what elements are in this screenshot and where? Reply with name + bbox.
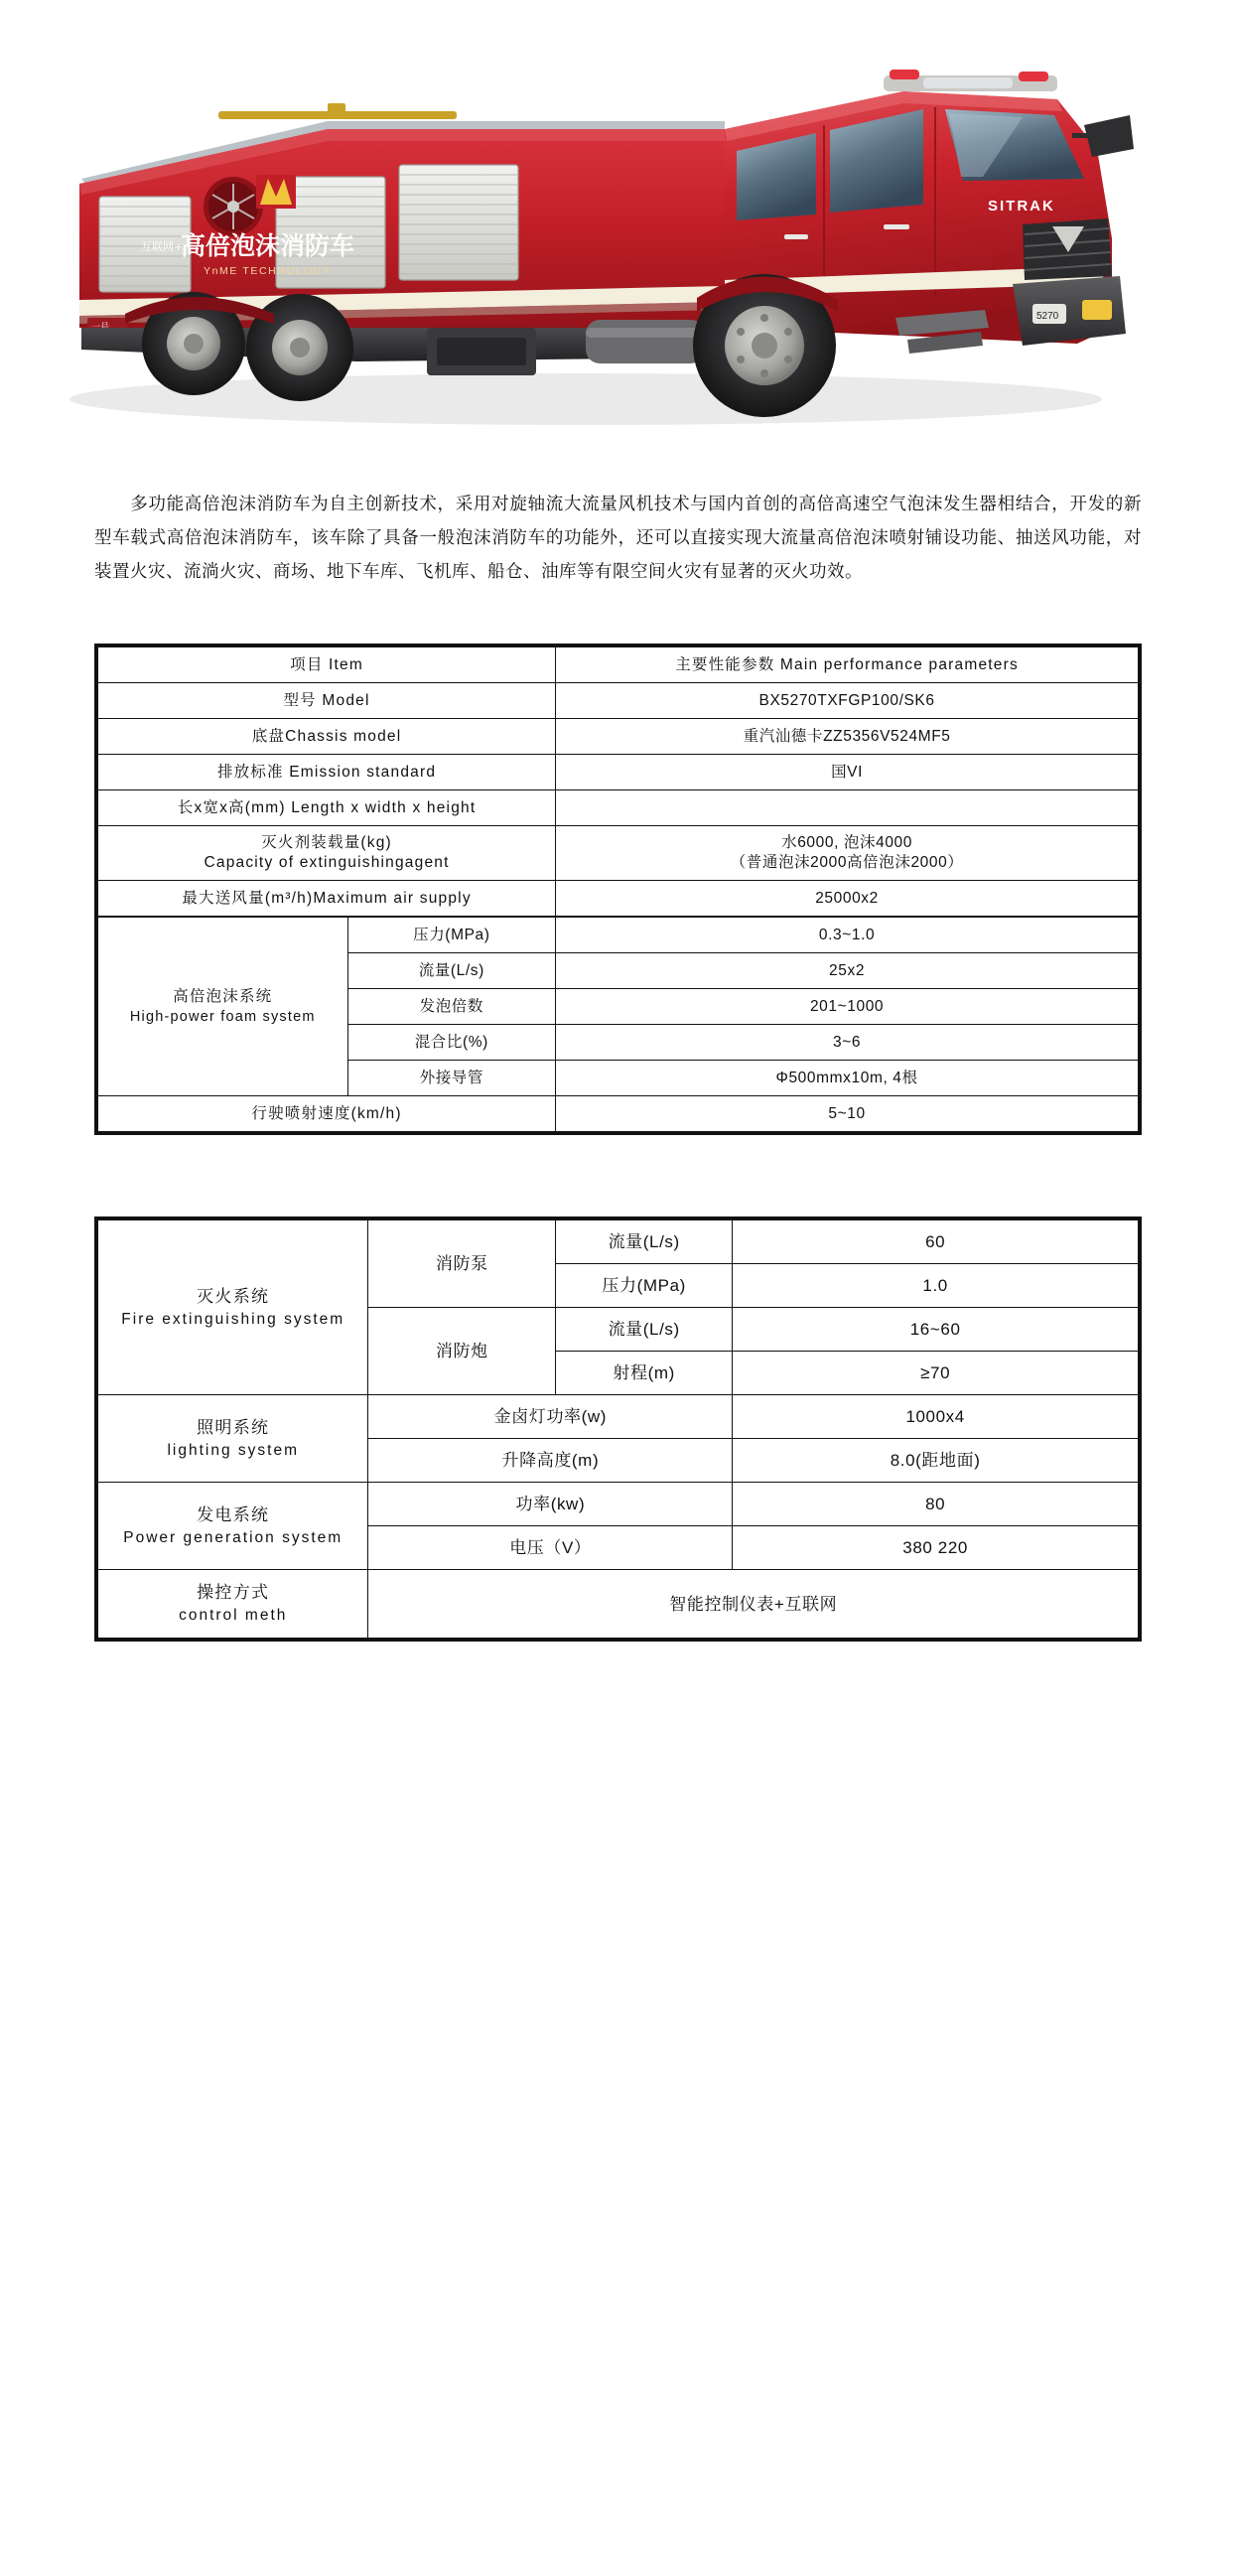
foam-system-label-en: High-power foam system [129,1008,316,1025]
lighting-label-en: lighting system [167,1441,299,1459]
foam-row-value-flow: 25x2 [556,953,1139,989]
table-row [98,1096,1139,1132]
power-output-value: 80 [733,1483,1139,1526]
lighting-power-value: 1000x4 [733,1395,1139,1439]
svg-text:5270: 5270 [1036,311,1059,322]
table-row [98,881,1139,917]
foam-row-value-duct: Φ500mmx10m, 4根 [556,1061,1139,1096]
table-row [98,755,1139,790]
row-label-model: 型号 Model [98,683,556,719]
svg-text:高倍泡沫消防车: 高倍泡沫消防车 [181,231,355,260]
foam-row-value-pressure: 0.3~1.0 [556,918,1139,953]
foam-system-group-label [98,918,348,1096]
group-label-power-generation [98,1483,368,1570]
agent-capacity-value-1: 水6000, 泡沫4000 [781,834,912,851]
pump-flow-value: 60 [733,1220,1139,1264]
table-row-header [98,647,1139,683]
control-label-cn: 操控方式 [197,1583,270,1602]
subgroup-label-fire-pump: 消防泵 [368,1220,556,1308]
table-row [98,790,1139,826]
foam-row-value-mix-ratio: 3~6 [556,1025,1139,1061]
table-row [98,826,1139,881]
lighting-height-name: 升降高度(m) [368,1439,733,1483]
monitor-range-value: ≥70 [733,1352,1139,1395]
row-label-dimensions: 长x宽x高(mm) Length x width x height [98,790,556,826]
svg-text:YnME TECHNOLOGY: YnME TECHNOLOGY [204,265,332,277]
power-voltage-name: 电压（V） [368,1526,733,1570]
lighting-label-cn: 照明系统 [197,1417,270,1437]
row-label-chassis: 底盘Chassis model [98,719,556,755]
foam-row-name-mix-ratio: 混合比(%) [347,1025,556,1061]
row-label-air-supply: 最大送风量(m³/h)Maximum air supply [98,881,556,917]
product-description [94,487,1142,588]
fire-truck-illustration [30,30,1201,437]
table-row [98,1220,1139,1264]
agent-capacity-label-en: Capacity of extinguishingagent [204,854,450,871]
table-separator [0,1135,1236,1161]
systems-table [94,1216,1142,1642]
power-label-cn: 发电系统 [197,1504,270,1524]
row-value-agent-capacity [556,826,1139,881]
cab-brand-text: SITRAK [988,198,1055,215]
control-method-value: 智能控制仪表+互联网 [368,1570,1139,1639]
group-label-control-method [98,1570,368,1639]
row-label-agent-capacity [98,826,556,881]
group-label-lighting [98,1395,368,1483]
table-row [98,683,1139,719]
subgroup-label-fire-monitor: 消防炮 [368,1308,556,1395]
group-label-fire-extinguishing [98,1220,368,1395]
table-row [98,719,1139,755]
row-label-spray-speed: 行驶喷射速度(km/h) [98,1096,556,1132]
hero-image [0,0,1236,457]
control-label-en: control meth [179,1607,288,1624]
pump-pressure-value: 1.0 [733,1264,1139,1308]
foam-row-name-expansion: 发泡倍数 [347,989,556,1025]
fire-system-label-cn: 灭火系统 [197,1286,270,1306]
table-row [98,1570,1139,1639]
power-voltage-value: 380 220 [733,1526,1139,1570]
agent-capacity-label-cn: 灭火剂装载量(kg) [261,834,392,851]
power-label-en: Power generation system [123,1528,343,1546]
foam-row-value-expansion: 201~1000 [556,989,1139,1025]
row-value-dimensions [556,790,1139,826]
table-row [98,918,1139,953]
description-text: 多功能高倍泡沫消防车为自主创新技术，采用对旋轴流大流量风机技术与国内首创的高倍高速空气泡沫发生器相结合，开发的新型车载式高倍泡沫消防车，该车除了具备一般泡沫消防车的功能外，还可以直接实现大流量高倍泡沫喷射铺设功能、抽送风功能，对装置火灾、流淌火灾、商场、地下车库、飞机库、船仓、油库等有限空间火灾有显著的灭火功效。 [94,494,1142,581]
lighting-power-name: 金卤灯功率(w) [368,1395,733,1439]
power-output-name: 功率(kw) [368,1483,733,1526]
row-label-emission: 排放标准 Emission standard [98,755,556,790]
pump-pressure-name: 压力(MPa) [556,1264,733,1308]
row-value-model: BX5270TXFGP100/SK6 [556,683,1139,719]
performance-table-foam [97,917,1139,1132]
foam-row-name-duct: 外接导管 [347,1061,556,1096]
monitor-flow-name: 流量(L/s) [556,1308,733,1352]
row-value-air-supply: 25000x2 [556,881,1139,917]
row-value-spray-speed: 5~10 [556,1096,1139,1132]
foam-system-label-cn: 高倍泡沫系统 [173,987,273,1005]
svg-text:互联网+: 互联网+ [141,240,184,253]
row-value-chassis: 重汽汕德卡ZZ5356V524MF5 [556,719,1139,755]
fire-truck-photo [30,30,1201,437]
foam-row-name-pressure: 压力(MPa) [347,918,556,953]
fire-system-label-en: Fire extinguishing system [121,1310,345,1328]
foam-row-name-flow: 流量(L/s) [347,953,556,989]
systems-table-grid [97,1219,1139,1639]
performance-table-top [97,646,1139,917]
pump-flow-name: 流量(L/s) [556,1220,733,1264]
table-row [98,1483,1139,1526]
table-row [98,1395,1139,1439]
header-params-cell: 主要性能参数 Main performance parameters [556,647,1139,683]
monitor-range-name: 射程(m) [556,1352,733,1395]
row-value-emission: 国VI [556,755,1139,790]
monitor-flow-value: 16~60 [733,1308,1139,1352]
main-performance-table [94,644,1142,1135]
header-item-cell: 项目 Item [98,647,556,683]
agent-capacity-value-2: （普通泡沫2000高倍泡沫2000） [730,854,964,871]
lighting-height-value: 8.0(距地面) [733,1439,1139,1483]
